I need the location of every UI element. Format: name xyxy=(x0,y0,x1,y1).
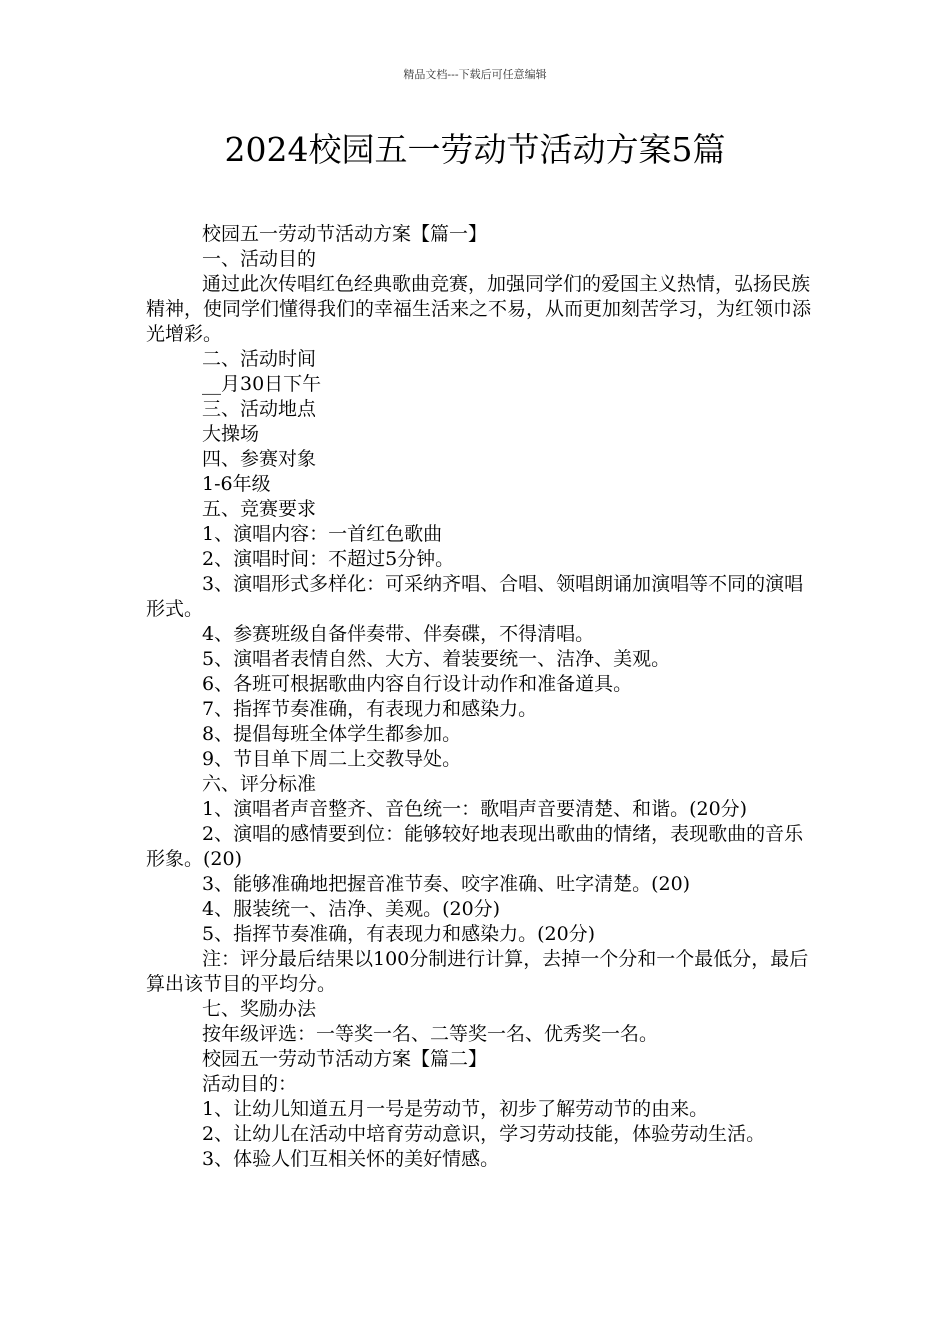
list-item: 5、演唱者表情自然、大方、着装要统一、洁净、美观。 xyxy=(202,648,671,670)
list-item: 3、体验人们互相关怀的美好情感。 xyxy=(202,1148,500,1170)
list-item: 2、让幼儿在活动中培育劳动意识，学习劳动技能，体验劳动生活。 xyxy=(202,1123,766,1145)
list-item: 5、指挥节奏准确，有表现力和感染力。(20分) xyxy=(202,923,596,945)
section-heading-part2: 校园五一劳动节活动方案【篇二】 xyxy=(202,1048,488,1070)
heading-participants: 四、参赛对象 xyxy=(202,448,317,470)
list-item: 7、指挥节奏准确，有表现力和感染力。 xyxy=(202,698,538,720)
heading-scoring: 六、评分标准 xyxy=(202,773,317,795)
list-item: 1、演唱内容：一首红色歌曲 xyxy=(202,523,443,545)
heading-requirements: 五、竞赛要求 xyxy=(202,498,317,520)
heading-activity-time: 二、活动时间 xyxy=(202,348,317,370)
section-heading-part1: 校园五一劳动节活动方案【篇一】 xyxy=(202,223,488,245)
heading-activity-location: 三、活动地点 xyxy=(202,398,317,420)
list-item: 4、服装统一、洁净、美观。(20分) xyxy=(202,898,501,920)
list-item: 2、演唱时间：不超过5分钟。 xyxy=(202,548,455,570)
heading-activity-purpose: 一、活动目的 xyxy=(202,248,317,270)
paragraph-awards: 按年级评选：一等奖一名、二等奖一名、优秀奖一名。 xyxy=(202,1023,659,1045)
list-item: 6、各班可根据歌曲内容自行设计动作和准备道具。 xyxy=(202,673,633,695)
document-title: 2024校园五一劳动节活动方案5篇 xyxy=(224,130,726,169)
list-item: 8、提倡每班全体学生都参加。 xyxy=(202,723,462,745)
list-item: 9、节目单下周二上交教导处。 xyxy=(202,748,462,770)
list-item: 1、演唱者声音整齐、音色统一：歌唱声音要清楚、和谐。(20分) xyxy=(202,798,748,820)
header-note: 精品文档---下载后可任意编辑 xyxy=(403,68,547,81)
heading-activity-goals: 活动目的： xyxy=(202,1073,298,1095)
paragraph-purpose: 通过此次传唱红色经典歌曲竞赛，加强同学们的爱国主义热情，弘扬民族精神，使同学们懂得我们的幸福生活来之不易，从而更加刻苦学习，为红领巾添光增彩。 xyxy=(146,273,812,345)
paragraph-time: __月30日下午 xyxy=(202,373,322,395)
list-item: 2、演唱的感情要到位：能够较好地表现出歌曲的情绪，表现歌曲的音乐形象。(20) xyxy=(146,823,804,870)
paragraph-participants: 1-6年级 xyxy=(202,473,271,495)
scoring-note: 注：评分最后结果以100分制进行计算，去掉一个分和一个最低分，最后算出该节目的平均分。 xyxy=(146,948,809,995)
list-item: 3、能够准确地把握音准节奏、咬字准确、吐字清楚。(20) xyxy=(202,873,691,895)
document-body xyxy=(146,222,816,1172)
paragraph-location: 大操场 xyxy=(202,423,260,445)
list-item: 3、演唱形式多样化：可采纳齐唱、合唱、领唱朗诵加演唱等不同的演唱形式。 xyxy=(146,573,804,620)
heading-awards: 七、奖励办法 xyxy=(202,998,317,1020)
list-item: 4、参赛班级自备伴奏带、伴奏碟，不得清唱。 xyxy=(202,623,595,645)
list-item: 1、让幼儿知道五月一号是劳动节，初步了解劳动节的由来。 xyxy=(202,1098,709,1120)
